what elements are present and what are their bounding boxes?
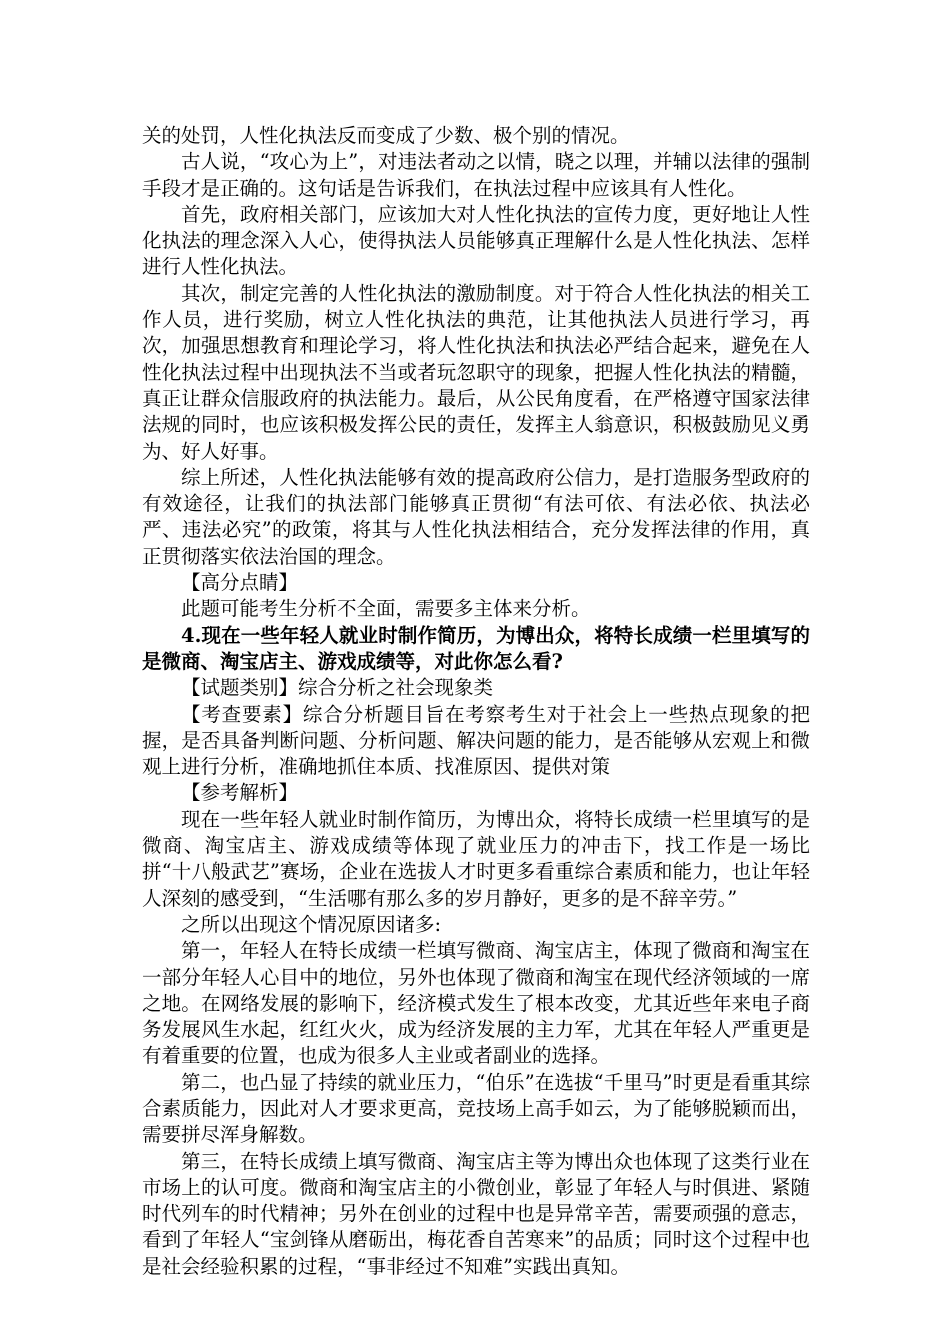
document-body (142, 123, 810, 1280)
paragraph-penalty-continuation: 关的处罚，人性化执法反而变成了少数、极个别的情况。 (142, 124, 630, 147)
paragraph-reason-second: 第二，也凸显了持续的就业压力，“伯乐”在选拔“千里马”时更是看重其综合素质能力，因此对人才要求更高，竞技场上高手如云，为了能够脱颖而出，需要拼尽浑身解数。 (142, 1070, 810, 1147)
paragraph-analysis-intro: 现在一些年轻人就业时制作简历，为博出众，将特长成绩一栏里填写的是微商、淘宝店主、游戏成绩等体现了就业压力的冲击下，找工作是一场比拼“十八般武艺”赛场，企业在选拔人才时更多看重综合素质和能力，也让年轻人深刻的感受到，“生活哪有那么多的岁月静好，更多的是不辞辛劳。” (142, 807, 810, 910)
paragraph-second-measure: 其次，制定完善的人性化执法的激励制度。对于符合人性化执法的相关工作人员，进行奖励，树立人性化执法的典范，让其他执法人员进行学习，再次，加强思想教育和理论学习，将人性化执法和执法必严结合起来，避免在人性化执法过程中出现执法不当或者玩忽职守的现象，把握人性化执法的精髓，真正让群众信服政府的执法能力。最后，从公民角度看，在严格遵守国家法律法规的同时，也应该积极发挥公民的责任，发挥主人翁意识，积极鼓励见义勇为、好人好事。 (142, 281, 810, 463)
paragraph-reason-first: 第一，年轻人在特长成绩一栏填写微商、淘宝店主，体现了微商和淘宝在一部分年轻人心目中的地位，另外也体现了微商和淘宝在现代经济领域的一席之地。在网络发展的影响下，经济模式发生了根本改变，尤其近些年来电子商务发展风生水起，红红火火，成为经济发展的主力军，尤其在年轻人严重更是有着重要的位置，也成为很多人主业或者副业的选择。 (142, 939, 810, 1068)
question-elements: 【考查要素】综合分析题目旨在考察考生对于社会上一些热点现象的把握，是否具备判断问题、分析问题、解决问题的能力，是否能够从宏观上和微观上进行分析，准确地抓住本质、找准原因、提供对策 (142, 702, 810, 779)
paragraph-conclusion: 综上所述，人性化执法能够有效的提高政府公信力，是打造服务型政府的有效途径，让我们的执法部门能够真正贯彻“有法可依、有法必依、执法必严、违法必究”的政策，将其与人性化执法相结合，充分发挥法律的作用，真正贯彻落实依法治国的理念。 (142, 465, 810, 568)
paragraph-first-measure: 首先，政府相关部门，应该加大对人性化执法的宣传力度，更好地让人性化执法的理念深入人心，使得执法人员能够真正理解什么是人性化执法、怎样进行人性化执法。 (142, 202, 810, 279)
section-label-highlights: 【高分点睛】 (181, 571, 299, 595)
section-label-reference-analysis: 【参考解析】 (181, 781, 299, 805)
question-heading: 4.现在一些年轻人就业时制作简历，为博出众，将特长成绩一栏里填写的是微商、淘宝店主、游戏成绩等，对此你怎么看? (142, 623, 810, 673)
paragraph-ancient-saying: 古人说，“攻心为上”，对违法者动之以情，晓之以理，并辅以法律的强制手段才是正确的。这句话是告诉我们，在执法过程中应该具有人性化。 (142, 150, 810, 200)
paragraph-reasons-intro: 之所以出现这个情况原因诸多: (181, 912, 442, 936)
paragraph-reason-third: 第三，在特长成绩上填写微商、淘宝店主等为博出众也体现了这类行业在市场上的认可度。微商和淘宝店主的小微创业，彰显了年轻人与时俱进、紧随时代列车的时代精神；另外在创业的过程中也是异常辛苦，需要顽强的意志，看到了年轻人“宝剑锋从磨砺出，梅花香自苦寒来”的品质；同时这个过程中也是社会经验积累的过程，“事非经过不知难”实践出真知。 (142, 1149, 810, 1278)
paragraph-highlights: 此题可能考生分析不全面，需要多主体来分析。 (181, 597, 591, 621)
question-category: 【试题类别】综合分析之社会现象类 (181, 676, 494, 700)
